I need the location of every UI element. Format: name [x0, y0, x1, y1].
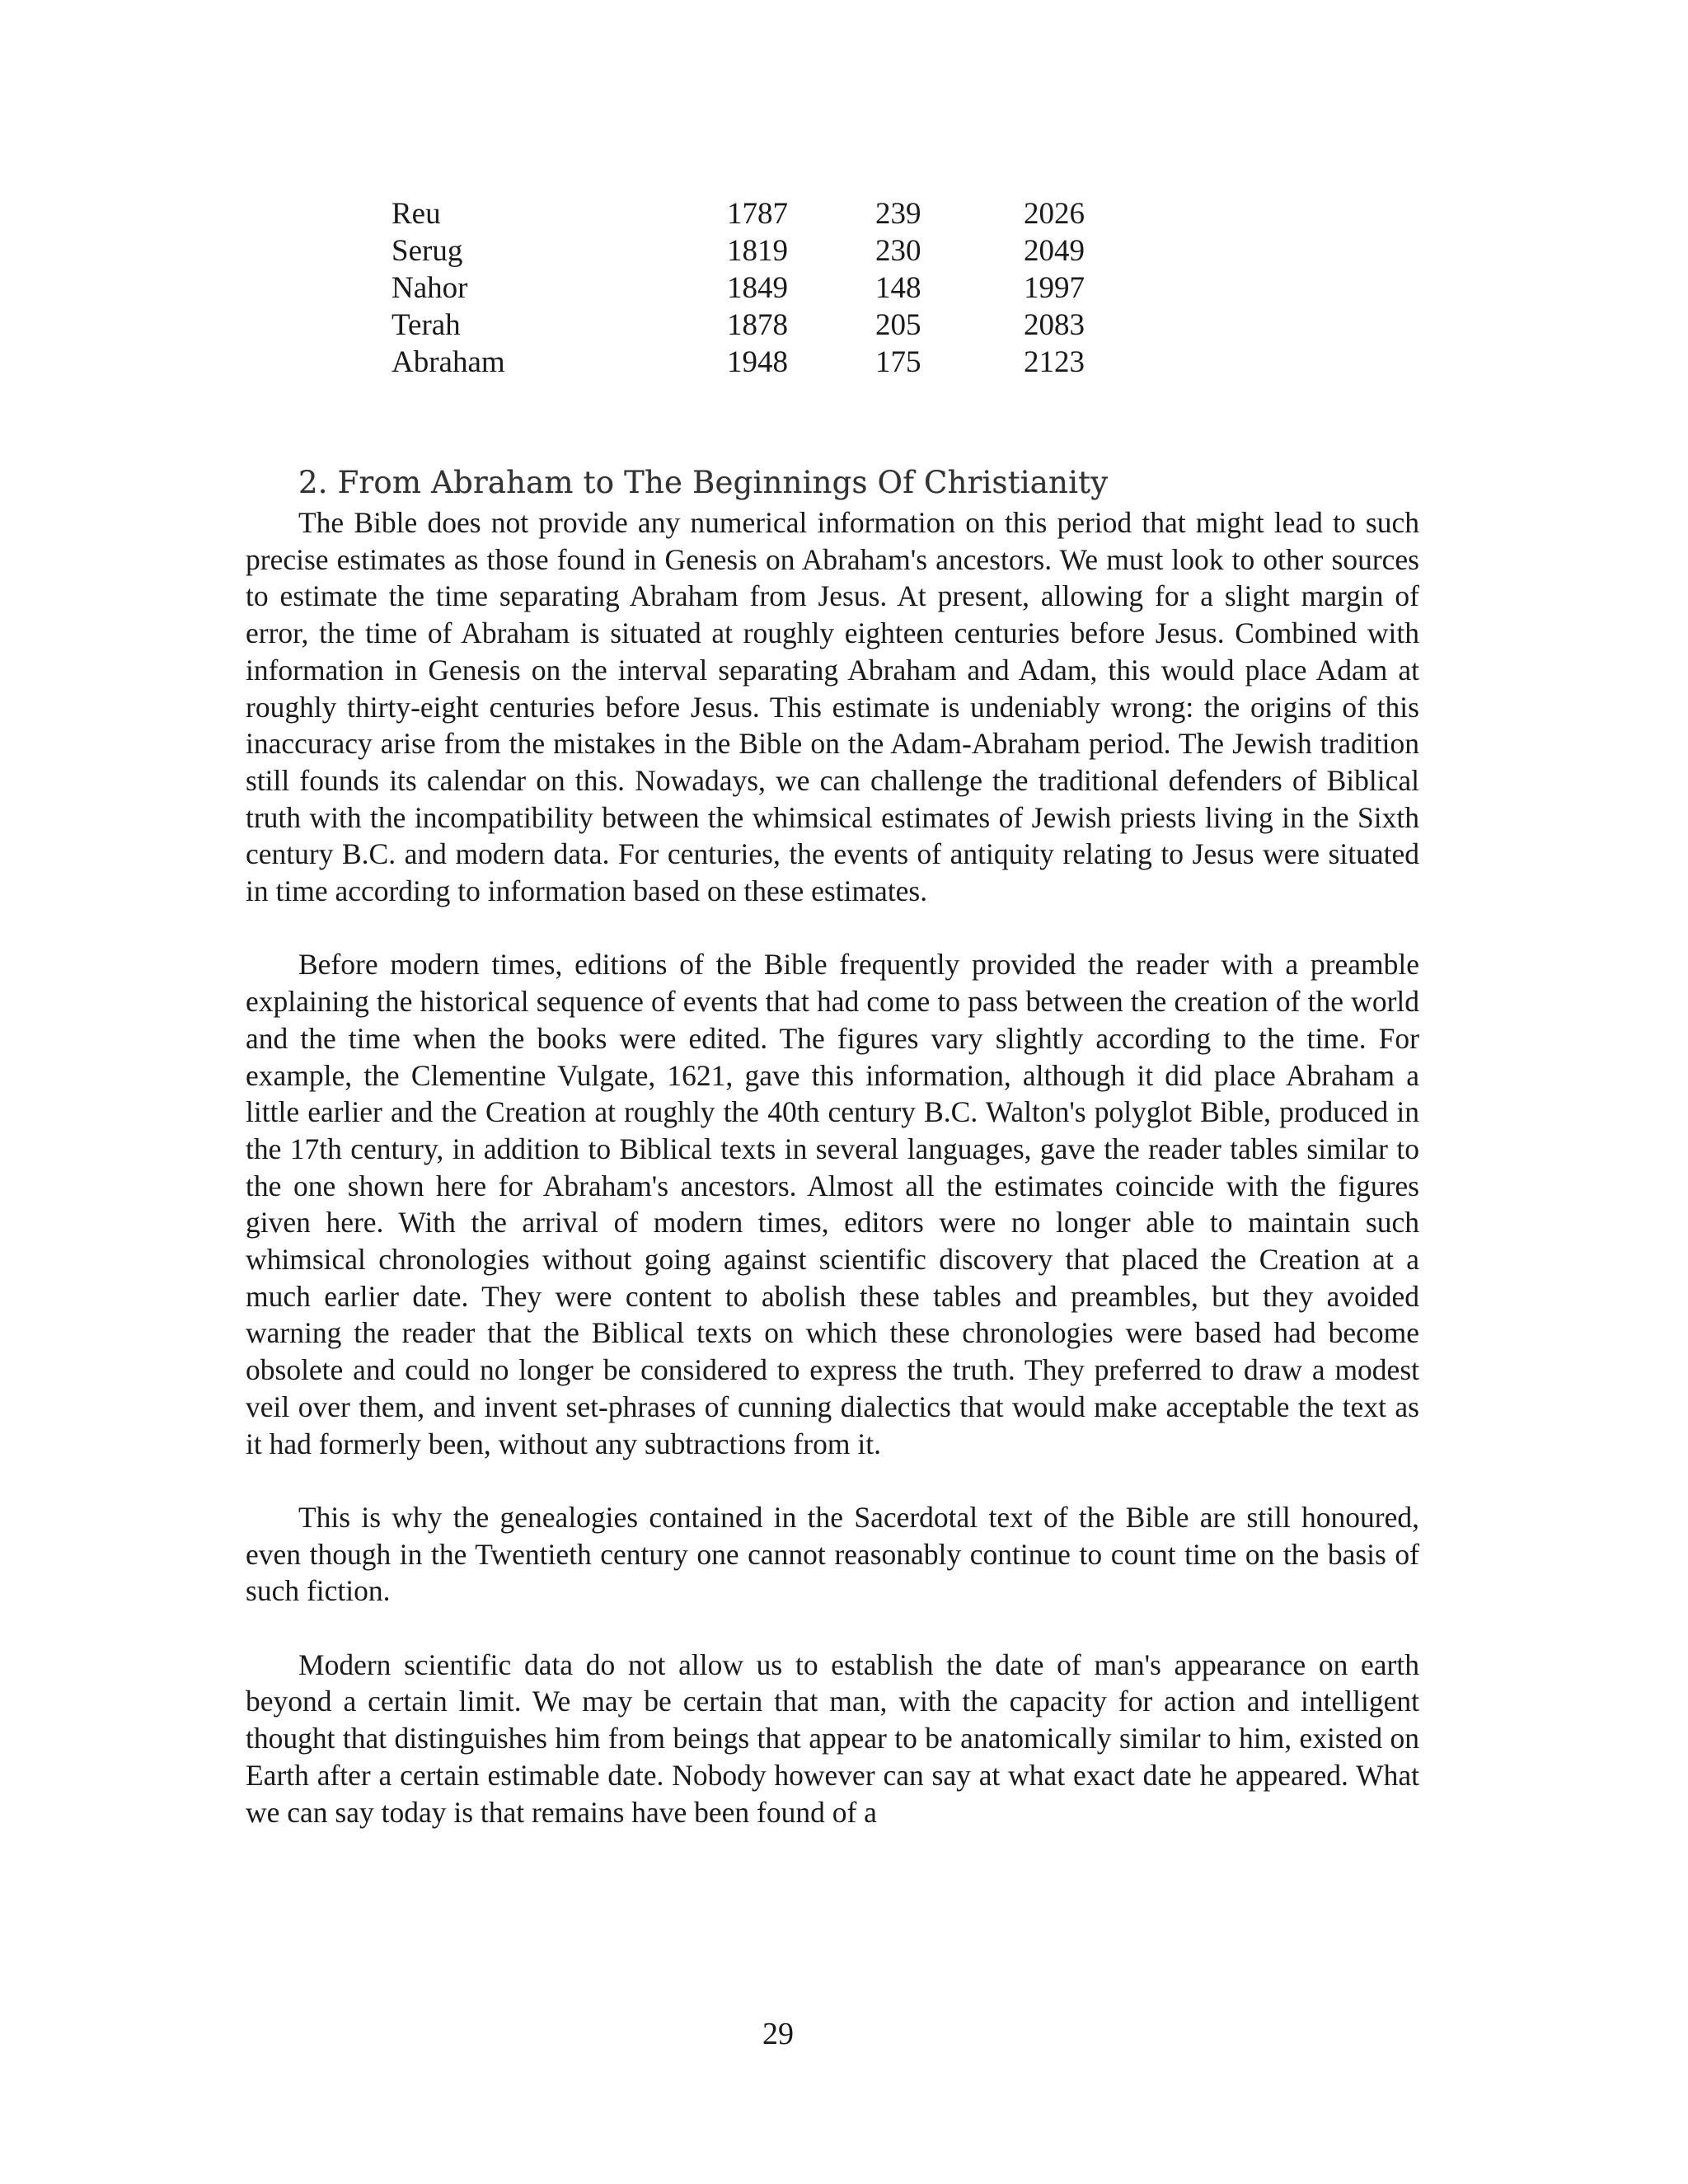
table-cell-death: 1997: [1024, 271, 1085, 305]
table-cell-name: Abraham: [392, 345, 505, 379]
table-cell-age: 205: [875, 308, 921, 342]
table-cell-name: Serug: [392, 234, 463, 268]
table-cell-age: 230: [875, 234, 921, 268]
paragraph: Before modern times, editions of the Bible frequently provided the reader with a preamble explaining the historical sequence of events that had come to pass between the creation of the world and the time when the books were edited. The figures vary slightly according to the time. For example, the Clementine Vulgate, 1621, gave this information, although it did place Abraham a little earlier and the Creation at roughly the 40th century B.C. Walton's polyglot Bible, produced in the 17th century, in addition to Biblical texts in several languages, gave the reader tables similar to the one shown here for Abraham's ancestors. Almost all the estimates coincide with the figures given here. With the arrival of modern times, editors were no longer able to maintain such whimsical chronologies without going against scientific discovery that placed the Creation at a much earlier date. They were content to abolish these tables and preambles, but they avoided warning the reader that the Biblical texts on which these chronologies were based had become obsolete and could no longer be considered to express the truth. They preferred to draw a modest veil over them, and invent set-phrases of cunning dialectics that would make acceptable the text as it had formerly been, without any subtractions from it.: [246, 948, 1419, 1460]
table-cell-birth: 1849: [727, 271, 788, 305]
table-row: [392, 269, 1123, 307]
table-row: [392, 344, 1123, 381]
genealogy-table: [392, 195, 1123, 381]
table-cell-death: 2083: [1024, 308, 1085, 342]
table-row: [392, 307, 1123, 344]
table-cell-age: 148: [875, 271, 921, 305]
section-body: [246, 504, 1419, 1830]
table-row: [392, 195, 1123, 232]
table-cell-name: Nahor: [392, 271, 468, 305]
paragraph: Modern scientific data do not allow us to establish the date of man's appearance on earth beyond a certain limit. We may be certain that man, with the capacity for action and intelligent thought that distinguishes him from beings that appear to be anatomically similar to him, existed on Earth after a certain estimable date. Nobody however can say at what exact date he appeared. What we can say today is that remains have been found of a: [246, 1647, 1419, 1829]
table-cell-name: Terah: [392, 308, 461, 342]
table-cell-age: 175: [875, 345, 921, 379]
table-cell-death: 2123: [1024, 345, 1085, 379]
paragraph: This is why the genealogies contained in the Sacerdotal text of the Bible are still honoured, even though in the Twentieth century one cannot reasonably continue to count time on the basis of such fiction.: [246, 1500, 1419, 1608]
table-cell-name: Reu: [392, 197, 441, 231]
table-cell-birth: 1819: [727, 234, 788, 268]
table-cell-birth: 1878: [727, 308, 788, 342]
table-cell-birth: 1787: [727, 197, 788, 231]
table-row: [392, 232, 1123, 269]
paragraph: The Bible does not provide any numerical information on this period that might lead to such precise estimates as those found in Genesis on Abraham's ancestors. We must look to other sources to estimate the time separating Abraham from Jesus. At present, allowing for a slight margin of error, the time of Abraham is situated at roughly eighteen centuries before Jesus. Combined with information in Genesis on the interval separating Abraham and Adam, this would place Adam at roughly thirty-eight centuries before Jesus. This estimate is undeniably wrong: the origins of this inaccuracy arise from the mistakes in the Bible on the Adam-Abraham period. The Jewish tradition still founds its calendar on this. Nowadays, we can challenge the traditional defenders of Biblical truth with the incompatibility between the whimsical estimates of Jewish priests living in the Sixth century B.C. and modern data. For centuries, the events of antiquity relating to Jesus were situated in time according to information based on these estimates.: [246, 506, 1419, 908]
table-cell-death: 2049: [1024, 234, 1085, 268]
section-heading: 2. From Abraham to The Beginnings Of Christianity: [298, 465, 1109, 500]
page-number: 29: [762, 2017, 794, 2051]
table-cell-age: 239: [875, 197, 921, 231]
table-cell-death: 2026: [1024, 197, 1085, 231]
table-cell-birth: 1948: [727, 345, 788, 379]
